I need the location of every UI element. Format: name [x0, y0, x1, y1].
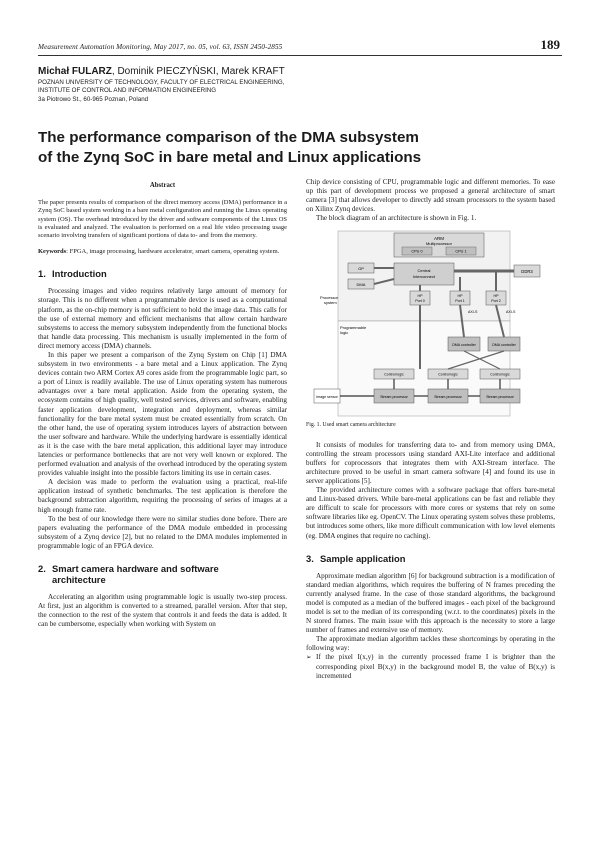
hp0-label: HP	[417, 294, 423, 299]
stream-processor-c-label: Stream processor	[486, 395, 514, 400]
image-sensor-label: Image sensor	[316, 395, 338, 400]
section-title: Introduction	[52, 268, 107, 280]
paragraph: Accelerating an algorithm using programmable logic is usually two-step process. At first, just an algorithm is converted to a streamed, parallel version. After that step, the connection to the rest of the system that controls it and feeds the data is added. It can be cumbersome, especially when working with System on	[38, 593, 287, 629]
paper-title	[38, 128, 568, 168]
paragraph: In this paper we present a comparison of the Zynq System on Chip [1] DMA subsystem in two environments - a bare metal and a Linux application. The Zynq devices contain two ARM Cortex A9 cores aside from the programmable logic part, so a port of Linux is readily available. The use of Linux operating system has numerous advantages over a bare metal application. Aside from the operating system, the ecosystem contains of high quality, well tested services, drivers and software, enabling faster application development, integration and deployment, whereas similar functionality for the bare metal system must be created essentially from scratch. On the other hand, the use of operating system introduces layers of abstraction between the user software and hardware. While the underlying hardware is essentially identical as it is the case with the bare metal application, this additional layer may introduce latencies or performance bottlenecks that are not very well known or explored. The performed evaluation and analysis of the overhead introduced by the operating system provides valuable insight into the possible factors limiting its use in certain cases.	[38, 350, 287, 478]
affiliation-line: 3a Piotrowo St., 60-965 Poznan, Poland	[38, 95, 149, 103]
keywords-label: Keywords	[38, 248, 67, 256]
architecture-diagram	[310, 229, 542, 417]
hp2-sub-label: Port 2	[491, 299, 501, 304]
cpu0-label: CPU 0	[411, 249, 423, 254]
bullet-text: If the pixel I(x,y) in the currently processed frame I is brighter than the corresponding pixel B(x,y) in the background model B, the value of B(x,y) is incremented	[316, 653, 555, 680]
affiliation-line: POZNAN UNIVERSITY OF TECHNOLOGY, FACULTY OF ELECTRICAL ENGINEERING,	[38, 79, 285, 86]
keywords	[38, 248, 287, 256]
control-logic-b-label: Control logic	[438, 372, 458, 377]
abstract-text: The paper presents results of comparison of the direct memory access (DMA) performance in a Zynq SoC based system working in a bare metal configuration and running the Linux operating system (OS). The overhead introduced by the driver and software components of the Linux OS is evaluated and analyzed. The evaluation is performed on a real life video processing usage scenario involving transfers of significant portions of data to- and from the memory.	[38, 199, 287, 239]
ddr-label: DDR3	[521, 269, 533, 275]
dma-label: DMA	[356, 282, 366, 288]
stream-processor-a-label: Stream processor	[380, 395, 408, 400]
paragraph: The provided architecture comes with a software package that offers bare-metal and Linux-based drivers. While bare-metal applications can be fast and reliable they are difficult to scale for processors with more cores or systems that rely on some software libraries like eg. OpenCV. The Linux operating system solves these problems, but introduces some others, like more difficult communication with low level elements (eg. DMA engines that require no caching).	[306, 486, 555, 540]
hp1-sub-label: Port 1	[455, 299, 465, 304]
ps-label: Processor	[320, 295, 339, 301]
keywords-list: : FPGA, image processing, hardware accelerator, smart camera, operating system.	[66, 248, 280, 256]
bullet-arrow-icon: ➢	[306, 653, 312, 662]
author-list	[38, 66, 285, 77]
left-column	[38, 178, 287, 629]
page-number: 189	[540, 37, 560, 52]
right-column	[306, 178, 555, 681]
cpu1-label: CPU 1	[455, 249, 467, 254]
section-heading-introduction	[38, 268, 287, 279]
paragraph: The block diagram of an architecture is shown in Fig. 1.	[316, 214, 477, 223]
paragraph: Processing images and video requires relatively large amount of memory for storage. This is no different when a programmable device is used as a computational platform, as the on-chip memory is not sufficient to hold the image data. This calls for the use of external memory and efficient mechanisms that allow certain hardware subsystems to access the memory subsystem independently from the functional blocks that handle data processing. This mechanism is usually implemented in the form of direct memory access (DMA) channels.	[38, 287, 287, 350]
section-number: 2.	[38, 563, 46, 575]
pl-label-2: logic	[340, 330, 349, 336]
hp0-sub-label: Port 0	[415, 299, 425, 304]
ps-label-2: system	[324, 300, 337, 306]
control-logic-c-label: Control logic	[490, 372, 510, 377]
hp1-label: HP	[457, 294, 463, 299]
axi-label: AXI-S	[468, 310, 478, 315]
paragraph: To the best of our knowledge there were no similar studies done before. There are papers evaluating the performance of the DMA module embedded in processing subsystem of a Zynq device [2], but no related to the DMA modules implemented in programmable logic of an FPGA device.	[38, 514, 287, 550]
ctrl-label-2: Interconnect	[412, 274, 436, 280]
section-title: Sample application	[320, 552, 406, 564]
axi-label: AXI-S	[506, 310, 516, 315]
arm-label: ARM	[434, 236, 444, 242]
paragraph: Approximate median algorithm [6] for background subtraction is a modification of standard median algorithms, which requires the buffering of N frames preceding the currently analysed frame. In the case of those standard algorithms, the background model is computed as a median of the buffered images - each pixel of the background model is set to the median of its corresponding (w.r.t. to the coordinates) pixels in the N stored frames. The main issue with this approach is the necessity to store a large number of frames and extensive use of memory.	[306, 571, 555, 635]
co-authors: , Dominik PIECZYŃSKI, Marek KRAFT	[111, 66, 285, 77]
abstract-heading: Abstract	[149, 182, 176, 189]
lead-author: Michał FULARZ	[38, 66, 112, 77]
paragraph: A decision was made to perform the evaluation using a practical, real-life application instead of synthetic benchmarks. The test application is therefore the background subtraction algorithm, requiring the processing of series of images at a high enough frame rate.	[38, 478, 287, 514]
paragraph: It consists of modules for transferring data to- and from memory using DMA, controlling the stream processors using standard AXI-Lite interface and additional buffers for coprocessors that integrates them with AXI-Stream interface. The architecture proved to be useful in smart camera software [4] and found its use in server applications [5].	[306, 440, 555, 485]
journal-header: Measurement Automation Monitoring, May 2017, no. 05, vol. 63, ISSN 2450-2855	[38, 43, 283, 51]
architecture-figure	[310, 229, 542, 417]
header-rule	[38, 55, 562, 56]
dma-controller-b-label: DMA controller	[492, 343, 516, 348]
stream-processor-b-label: Stream processor	[434, 395, 462, 400]
paragraph: Chip device consisting of CPU, programmable logic and different memories. To ease up this part of development process we proposed a general architecture of smart camera [3] that allows developer to directly add stream processors to the system based on Xilinx Zynq devices.	[306, 178, 555, 214]
paragraph: The approximate median algorithm tackles these shortcomings by operating in the following way:	[306, 635, 555, 653]
section-number: 3.	[306, 552, 314, 564]
section-title-cont: architecture	[52, 574, 106, 586]
section-heading-sample-application	[306, 553, 555, 564]
bullet-item	[306, 653, 555, 680]
section-number: 1.	[38, 268, 46, 280]
dma-controller-a-label: DMA controller	[452, 343, 476, 348]
section-title: Smart camera hardware and software	[52, 563, 219, 575]
arm-sub-label: Multiprocessor	[425, 241, 453, 247]
control-logic-a-label: Control logic	[384, 372, 404, 377]
title-line: The performance comparison of the DMA subsystem	[38, 129, 419, 146]
figure-caption: Fig. 1. Used smart camera architecture	[306, 422, 396, 429]
affiliation	[38, 79, 284, 104]
gp-label: GP	[358, 266, 364, 272]
ctrl-label: Central	[417, 268, 431, 274]
affiliation-line: INSTITUTE OF CONTROL AND INFORMATION ENGINEERING	[38, 87, 217, 95]
hp2-label: HP	[493, 294, 499, 299]
section-heading-architecture	[38, 563, 287, 585]
pl-label: Programmable	[340, 325, 367, 331]
title-line: of the Zynq SoC in bare metal and Linux applications	[38, 149, 422, 166]
